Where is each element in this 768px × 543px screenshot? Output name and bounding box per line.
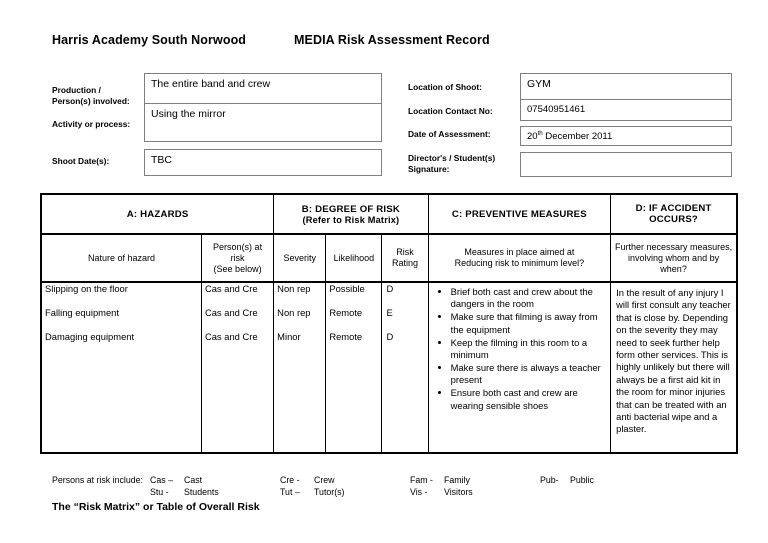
table-body-row [41, 282, 737, 453]
meta-form-left-column [52, 73, 382, 185]
signature-label [408, 153, 495, 175]
severity-item: Minor [277, 331, 301, 342]
legend-full-visitors: Visitors [444, 487, 473, 497]
persons-at-risk-legend [52, 474, 742, 524]
legend-full-family: Family [444, 475, 470, 485]
hazard-item: Falling equipment [45, 307, 120, 318]
legend-full-tutors: Tutor(s) [314, 487, 345, 497]
column-header-nature-of-hazard: Nature of hazard [41, 234, 201, 282]
person-item: Cas and Cre [204, 307, 258, 318]
group-header-if-accident-occurs: D: IF ACCIDENT OCCURS? [611, 194, 737, 234]
table-column-header-row [41, 234, 737, 282]
location-field[interactable] [520, 73, 732, 100]
legend-full-students: Students [184, 487, 219, 497]
risk-rating-cell [382, 282, 428, 453]
severity-cell [274, 282, 326, 453]
preventive-measures-list [429, 283, 611, 412]
location-label: Location of Shoot: [408, 82, 482, 92]
person-item: Cas and Cre [204, 283, 258, 294]
production-label [52, 85, 130, 107]
document-header [52, 33, 732, 53]
school-name: Harris Academy South Norwood [52, 33, 247, 47]
hazards-cell [41, 282, 201, 453]
column-header-persons-at-risk [201, 234, 273, 282]
column-header-likelihood: Likelihood [326, 234, 382, 282]
likelihood-item: Possible [329, 283, 365, 294]
likelihood-list [326, 283, 381, 355]
activity-label: Activity or process: [52, 119, 131, 129]
hazard-list [42, 283, 201, 355]
activity-field[interactable] [144, 104, 382, 142]
risk-rating-list [382, 283, 427, 355]
likelihood-item: Remote [329, 307, 363, 318]
legend-full-cast: Cast [184, 475, 203, 485]
hazard-item: Damaging equipment [45, 331, 135, 342]
production-label-line2: Person(s) involved: [52, 96, 130, 106]
production-label-line1: Production / [52, 85, 101, 95]
legend-abbr-tut: Tut – [280, 487, 300, 497]
legend-intro: Persons at risk include: [52, 475, 143, 485]
persons-at-risk-line3: (See below) [213, 263, 262, 274]
risk-rating-line1: Risk [396, 247, 414, 257]
accident-procedure-text: In the result of any injury I will first consult any teacher that is close by. Depending on the severity they may need to seek further help form other services. This is highly unlikely but there will always be a first aid kit in the room for minor injuries that can be treated with an anti bacterial wipe and a plaster. [616, 287, 731, 435]
legend-abbr-cas: Cas – [150, 475, 173, 485]
production-value: The entire band and crew [151, 78, 271, 90]
persons-at-risk-line2: risk [230, 252, 245, 263]
measure-item: • Ensure both cast and crew are wearing sensible shoes [451, 387, 607, 412]
severity-item: Non rep [277, 307, 311, 318]
risk-rating-item: D [386, 331, 394, 342]
measure-item: • Keep the filming in this room to a minimum [451, 337, 607, 362]
shoot-date-value: TBC [151, 154, 172, 166]
severity-item: Non rep [277, 283, 311, 294]
table-group-header-row [41, 194, 737, 234]
preventive-measures-cell [428, 282, 611, 453]
date-of-assessment-value [527, 130, 612, 143]
date-of-assessment-label: Date of Assessment: [408, 129, 491, 139]
measure-item: • Make sure that filming is away from the equipment [451, 311, 607, 336]
date-prefix: 20 [527, 131, 538, 142]
group-header-degree-of-risk-title: B: DEGREE OF RISK [301, 203, 401, 215]
column-header-risk-rating [382, 234, 428, 282]
column-header-severity: Severity [274, 234, 326, 282]
risk-rating-item: E [386, 307, 393, 318]
accident-actions-line2: involving whom and by when? [628, 252, 720, 274]
measure-item: • Brief both cast and crew about the dangers in the room [451, 286, 607, 311]
risk-assessment-table [40, 193, 738, 454]
column-header-measures [428, 234, 611, 282]
date-ordinal-suffix: th [537, 129, 543, 137]
person-item: Cas and Cre [204, 331, 258, 342]
group-header-hazards: A: HAZARDS [41, 194, 274, 234]
legend-full-public: Public [570, 475, 594, 485]
activity-value: Using the mirror [151, 108, 226, 120]
contact-number-label: Location Contact No: [408, 106, 493, 116]
persons-at-risk-line1: Person(s) at [213, 241, 263, 252]
severity-list [274, 283, 325, 355]
likelihood-item: Remote [329, 331, 363, 342]
accident-actions-line1: Further necessary measures, [615, 241, 733, 252]
legend-abbr-fam: Fam - [410, 475, 433, 485]
contact-number-field[interactable] [520, 100, 732, 121]
legend-abbr-stu: Stu - [150, 487, 169, 497]
legend-abbr-cre: Cre - [280, 475, 300, 485]
shoot-date-field[interactable] [144, 149, 382, 176]
risk-rating-item: D [386, 283, 394, 294]
meta-form [52, 73, 732, 185]
signature-label-line2: Signature: [408, 164, 450, 174]
risk-rating-line2: Rating [392, 258, 419, 268]
persons-at-risk-cell [201, 282, 273, 453]
hazard-item: Slipping on the floor [45, 283, 128, 294]
meta-form-right-column [408, 73, 732, 185]
risk-matrix-title: The “Risk Matrix” or Table of Overall Risk [52, 501, 260, 513]
group-header-degree-of-risk-subtitle: (Refer to Risk Matrix) [302, 214, 400, 225]
signature-field[interactable] [520, 152, 732, 177]
column-header-accident-actions [611, 234, 737, 282]
legend-abbr-pub: Pub- [540, 475, 559, 485]
shoot-date-label: Shoot Date(s): [52, 156, 110, 166]
group-header-preventive-measures: C: PREVENTIVE MEASURES [428, 194, 611, 234]
date-suffix: December 2011 [542, 131, 613, 142]
date-of-assessment-field[interactable] [520, 126, 732, 146]
measures-line2: Reducing risk to minimum level? [454, 258, 585, 268]
production-field[interactable] [144, 73, 382, 104]
legend-abbr-vis: Vis - [410, 487, 428, 497]
person-list [202, 283, 273, 355]
if-accident-occurs-cell [611, 282, 737, 453]
measure-item: • Make sure there is always a teacher present [451, 362, 607, 387]
legend-full-crew: Crew [314, 475, 335, 485]
likelihood-cell [326, 282, 382, 453]
location-value: GYM [527, 78, 551, 90]
contact-number-value: 07540951461 [527, 104, 586, 115]
signature-label-line1: Director's / Student(s) [408, 153, 496, 163]
document-title: MEDIA Risk Assessment Record [294, 33, 490, 47]
group-header-degree-of-risk [274, 194, 428, 234]
measures-line1: Measures in place aimed at [464, 247, 575, 257]
